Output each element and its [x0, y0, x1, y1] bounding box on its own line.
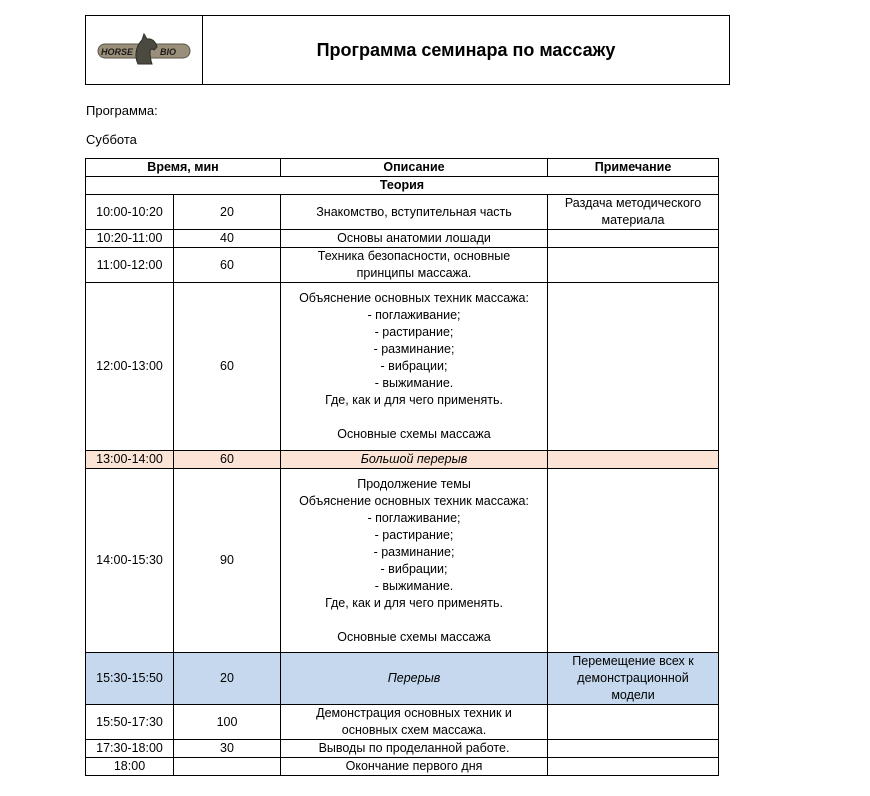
note-cell [548, 283, 719, 451]
schedule-table [85, 158, 719, 776]
note-cell [548, 230, 719, 248]
note-cell [548, 758, 719, 776]
minutes-cell: 20 [174, 195, 281, 230]
description-cell [281, 705, 548, 740]
description-line: основных схем массажа. [341, 723, 487, 737]
header-note: Примечание [548, 159, 719, 177]
note-cell [548, 195, 719, 230]
description-cell [281, 283, 548, 451]
time-cell: 15:50-17:30 [86, 705, 174, 740]
table-row [86, 248, 719, 283]
description-line: Основы анатомии лошади [337, 231, 491, 245]
description-line [283, 612, 545, 629]
time-cell: 15:30-15:50 [86, 653, 174, 705]
time-cell: 10:20-11:00 [86, 230, 174, 248]
description-line: принципы массажа. [356, 266, 472, 280]
section-title: Теория [86, 177, 719, 195]
description-line: - разминание; [373, 544, 455, 559]
note-line: демонстрационной [577, 671, 689, 685]
note-line: материала [601, 213, 665, 227]
description-cell [281, 230, 548, 248]
table-row [86, 653, 719, 705]
page-title: Программа семинара по массажу [316, 39, 616, 60]
time-cell: 17:30-18:00 [86, 740, 174, 758]
note-cell [548, 451, 719, 469]
description-cell [281, 653, 548, 705]
time-cell: 11:00-12:00 [86, 248, 174, 283]
description-line: Выводы по проделанной работе. [318, 741, 510, 755]
note-line: Раздача методического [564, 196, 702, 210]
document-header [85, 15, 730, 85]
minutes-cell: 90 [174, 469, 281, 653]
note-line: Перемещение всех к [572, 654, 694, 668]
time-cell: 13:00-14:00 [86, 451, 174, 469]
note-cell [548, 653, 719, 705]
header-description: Описание [281, 159, 548, 177]
time-cell: 12:00-13:00 [86, 283, 174, 451]
logo-text-right: BIO [160, 47, 177, 57]
time-cell: 18:00 [86, 758, 174, 776]
description-line: Где, как и для чего применять. [325, 595, 503, 610]
description-cell [281, 248, 548, 283]
table-row [86, 740, 719, 758]
description-line: - растирание; [374, 325, 454, 339]
description-line: - растирание; [374, 527, 454, 542]
description-line: - разминание; [373, 342, 455, 356]
description-line: Окончание первого дня [345, 759, 483, 773]
description-cell [281, 469, 548, 653]
minutes-cell: 100 [174, 705, 281, 740]
description-line: - вибрации; [380, 359, 448, 373]
description-cell [281, 758, 548, 776]
description-cell [281, 451, 548, 469]
description-line: Большой перерыв [360, 452, 468, 466]
description-line: - поглаживание; [367, 308, 461, 322]
description-line: - поглаживание; [367, 510, 461, 525]
description-line: Объяснение основных техник массажа: [299, 291, 529, 305]
description-line: Основные схемы массажа [337, 427, 491, 441]
day-label: Суббота [86, 132, 137, 147]
logo-cell [86, 16, 203, 84]
minutes-cell: 40 [174, 230, 281, 248]
table-row [86, 230, 719, 248]
description-line: Знакомство, вступительная часть [316, 204, 512, 219]
minutes-cell: 30 [174, 740, 281, 758]
description-line: Основные схемы массажа [337, 629, 491, 644]
description-line: Объяснение основных техник массажа: [299, 493, 529, 508]
table-row [86, 283, 719, 451]
table-row [86, 705, 719, 740]
table-row [86, 758, 719, 776]
description-line [283, 409, 545, 426]
time-cell: 14:00-15:30 [86, 469, 174, 653]
horse-head-icon [136, 34, 157, 64]
note-cell [548, 248, 719, 283]
description-line: - выжимание. [374, 578, 454, 593]
description-line: - выжимание. [374, 376, 454, 390]
table-row [86, 195, 719, 230]
note-line: модели [611, 688, 655, 702]
note-cell [548, 740, 719, 758]
minutes-cell: 60 [174, 451, 281, 469]
minutes-cell: 20 [174, 653, 281, 705]
description-cell [281, 195, 548, 230]
minutes-cell [174, 758, 281, 776]
description-line: Продолжение темы [357, 476, 471, 491]
logo-text-left: HORSE [101, 47, 134, 57]
description-cell [281, 740, 548, 758]
header-time: Время, мин [86, 159, 281, 177]
description-line: Демонстрация основных техник и [316, 706, 512, 720]
description-line: Техника безопасности, основные [317, 249, 511, 263]
table-row [86, 469, 719, 653]
time-cell: 10:00-10:20 [86, 195, 174, 230]
program-label: Программа: [86, 103, 158, 118]
note-cell [548, 469, 719, 653]
description-line: - вибрации; [380, 561, 448, 576]
horse-bio-logo [94, 28, 194, 72]
table-header-row [86, 159, 719, 177]
minutes-cell: 60 [174, 248, 281, 283]
description-line: Перерыв [387, 671, 441, 685]
section-row [86, 177, 719, 195]
note-cell [548, 705, 719, 740]
minutes-cell: 60 [174, 283, 281, 451]
table-row [86, 451, 719, 469]
description-line: Где, как и для чего применять. [325, 393, 503, 407]
